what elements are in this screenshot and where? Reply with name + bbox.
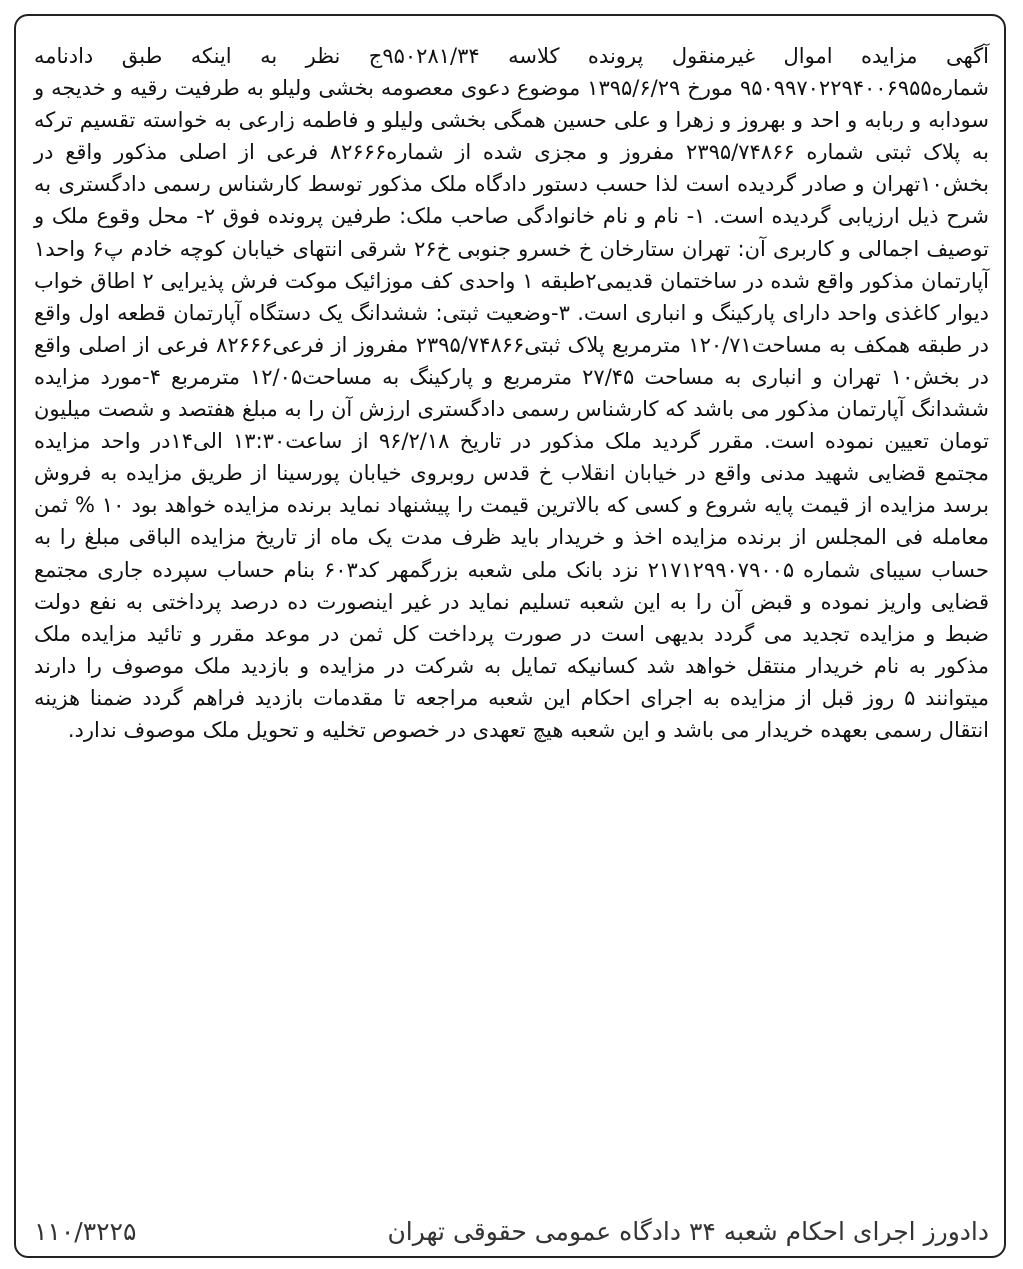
notice-footer [34,1206,989,1256]
auction-notice-text [34,40,989,746]
notice-code: ۱۱۰/۳۲۲۵ [34,1216,137,1246]
notice-signature: دادورز اجرای احکام شعبه ۳۴ دادگاه عمومی حقوقی تهران [387,1216,989,1246]
notice-paragraph: آگهی مزایده اموال غیرمنقول پرونده کلاسه ۹۵۰۲۸۱/۳۴ج نظر به اینکه طبق دادنامه شماره۹۵۰۹۹۷۰۲۲۹۴۰۰۶۹۵۵ مورخ ۱۳۹۵/۶/۲۹ موضوع دعوی معصومه بخشی ولیلو به طرفیت رقیه و خدیجه و سودابه و ربابه و احد و بهروز و زهرا و علی حسین همگی بخشی ولیلو و فاطمه زارعی به خواسته تقسیم ترکه به پلاک ثبتی شماره ۲۳۹۵/۷۴۸۶۶ مفروز و مجزی شده از شماره۸۲۶۶۶ فرعی از اصلی مذکور واقع در بخش۱۰تهران و صادر گردیده است لذا حسب دستور دادگاه ملک مذکور توسط کارشناس رسمی دادگستری به شرح ذیل ارزیابی گردیده است. ۱- نام و نام خانوادگی صاحب ملک: طرفین پرونده فوق ۲- محل وقوع ملک و توصیف اجمالی و کاربری آن: تهران ستارخان خ خسرو جنوبی خ۲۶ شرقی انتهای خیابان کوچه خادم پ۶ واحد۱ آپارتمان مذکور واقع شده در ساختمان قدیمی۲طبقه ۱ واحدی کف موزائیک موکت فرش پذیرایی ۲ اطاق خواب دیوار کاغذی واحد دارای پارکینگ و انباری است. ۳-وضعیت ثبتی: ششدانگ یک دستگاه آپارتمان قطعه اول واقع در طبقه همکف به مساحت۱۲۰/۷۱ مترمربع پلاک ثبتی۲۳۹۵/۷۴۸۶۶ مفروز از فرعی۸۲۶۶۶ فرعی از اصلی واقع در بخش۱۰ تهران و انباری به مساحت ۲۷/۴۵ مترمربع و پارکینگ به مساحت۱۲/۰۵ مترمربع ۴-مورد مزایده ششدانگ آپارتمان مذکور می باشد که کارشناس رسمی دادگستری ارزش آن را به مبلغ هفتصد و شصت میلیون تومان تعیین نموده است. مقرر گردید ملک مذکور در تاریخ ۹۶/۲/۱۸ از ساعت۱۳:۳۰ الی۱۴در واحد مزایده مجتمع قضایی شهید مدنی واقع در خیابان انقلاب خ قدس روبروی خیابان پورسینا از طریق مزایده به فروش برسد مزایده از قیمت پایه شروع و کسی که بالاترین قیمت را پیشنهاد نماید برنده مزایده خواهد بود ۱۰ % ثمن معامله فی المجلس از برنده مزایده اخذ و خریدار باید ظرف مدت یک ماه از تاریخ مزایده الباقی مبلغ را به حساب سیبای شماره ۲۱۷۱۲۹۹۰۷۹۰۰۵ نزد بانک ملی شعبه بزرگمهر کد۶۰۳ بنام حساب سپرده جاری مجتمع قضایی واریز نموده و قبض آن را به این شعبه تسلیم نماید در غیر اینصورت ده درصد پرداختی به نفع دولت ضبط و مزایده تجدید می گردد بدیهی است در صورت پرداخت کل ثمن در موعد مقرر و تائید مزایده ملک مذکور به نام خریدار منتقل خواهد شد کسانیکه تمایل به شرکت در مزایده و بازدید ملک موصوف را دارند میتوانند ۵ روز قبل از مزایده به اجرای احکام این شعبه مراجعه تا مقدمات بازدید فراهم گردد ضمنا هزینه انتقال رسمی بعهده خریدار می باشد و این شعبه هیچ تعهدی در خصوص تخلیه و تحویل ملک موصوف ندارد. [34,44,990,742]
